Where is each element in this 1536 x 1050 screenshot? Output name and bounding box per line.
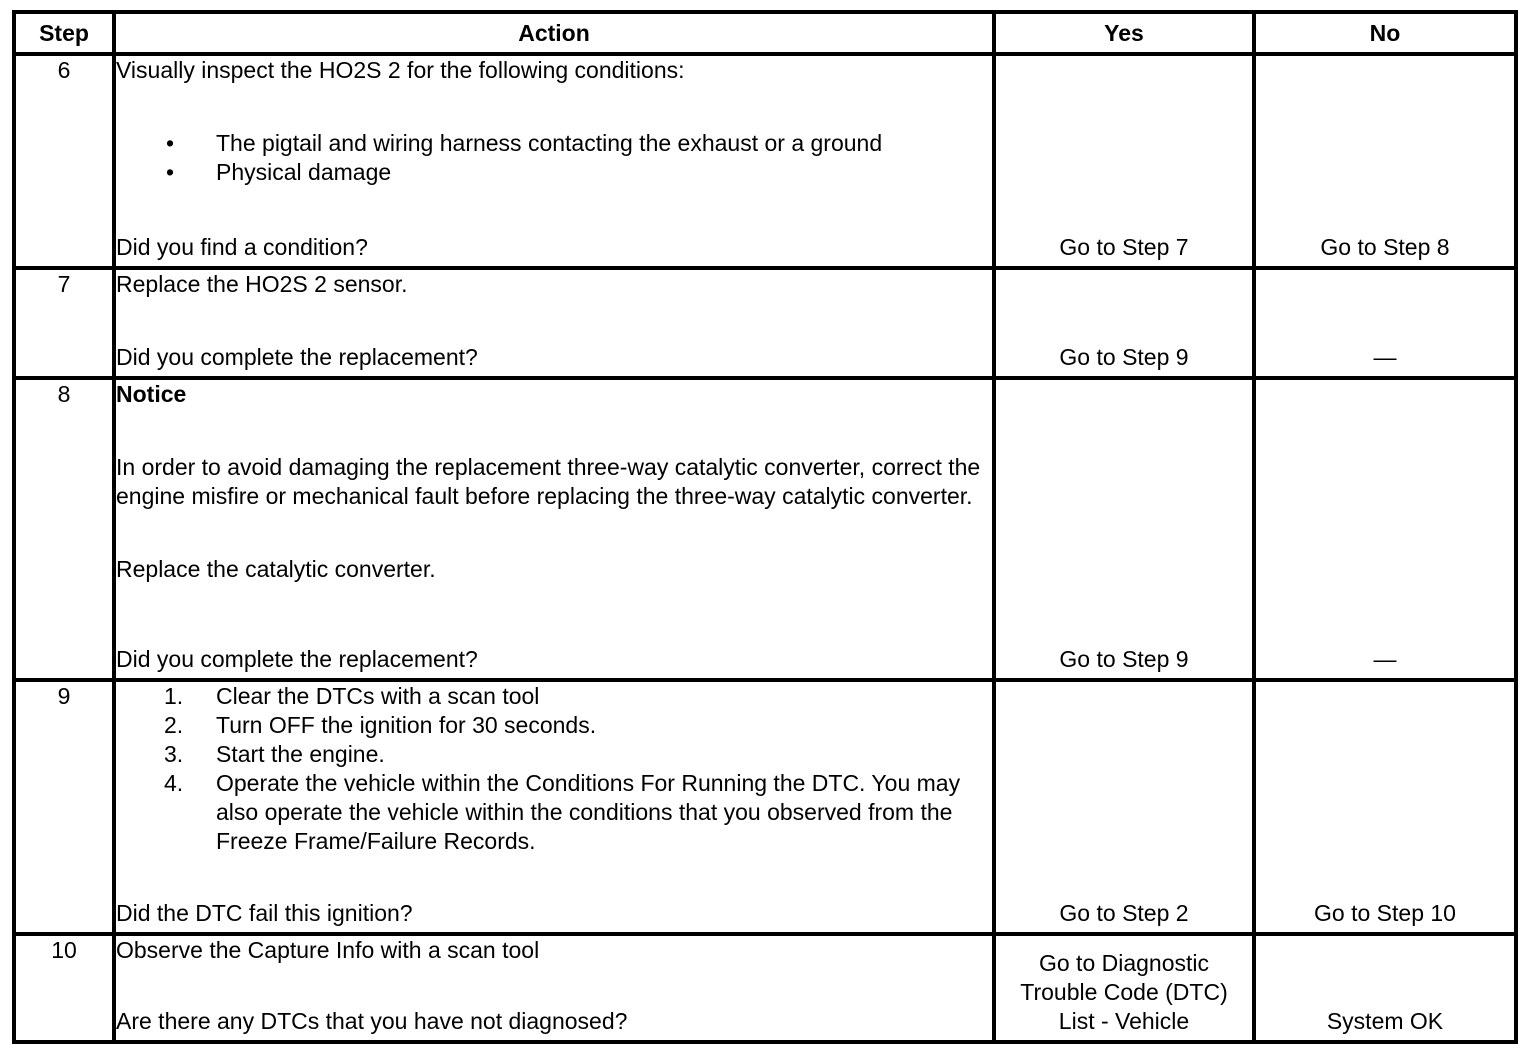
no-cell bbox=[1254, 378, 1516, 680]
yes-cell bbox=[994, 934, 1254, 1042]
list-number: 2. bbox=[164, 712, 184, 738]
action-question: Did you find a condition? bbox=[116, 234, 368, 260]
no-result: — bbox=[1373, 344, 1397, 370]
step-number: 10 bbox=[14, 934, 114, 1042]
step-number: 9 bbox=[14, 680, 114, 934]
list-item-text: The pigtail and wiring harness contacting the exhaust or a ground bbox=[216, 130, 883, 156]
table-row bbox=[14, 268, 1516, 378]
list-number: 1. bbox=[164, 683, 184, 709]
action-question: Are there any DTCs that you have not diagnosed? bbox=[116, 1008, 628, 1034]
step-number: 6 bbox=[14, 54, 114, 268]
action-question: Did you complete the replacement? bbox=[116, 646, 478, 672]
step-number: 7 bbox=[14, 268, 114, 378]
header-row bbox=[14, 12, 1516, 54]
list-item bbox=[116, 682, 992, 711]
list-item-text: Physical damage bbox=[216, 159, 392, 185]
action-intro: Observe the Capture Info with a scan tool bbox=[116, 937, 540, 963]
table-row bbox=[14, 54, 1516, 268]
yes-cell bbox=[994, 680, 1254, 934]
no-cell bbox=[1254, 268, 1516, 378]
list-item bbox=[116, 158, 992, 187]
list-item-text: Clear the DTCs with a scan tool bbox=[216, 683, 540, 709]
yes-result: Go to Step 7 bbox=[1059, 234, 1189, 260]
list-item-text: Start the engine. bbox=[216, 741, 385, 767]
list-item bbox=[116, 769, 992, 856]
list-item bbox=[116, 740, 992, 769]
list-item bbox=[116, 129, 992, 158]
list-item-text: Turn OFF the ignition for 30 seconds. bbox=[216, 712, 597, 738]
yes-cell bbox=[994, 378, 1254, 680]
numbered-list bbox=[116, 682, 992, 856]
list-item bbox=[116, 711, 992, 740]
diagnostic-table bbox=[12, 10, 1518, 1044]
table-row bbox=[14, 378, 1516, 680]
no-cell bbox=[1254, 934, 1516, 1042]
action-intro: Visually inspect the HO2S 2 for the following conditions: bbox=[116, 57, 685, 83]
notice-text: In order to avoid damaging the replacement three-way catalytic converter, correct the engine misfire or mechanical fault before replacing the three-way catalytic converter. bbox=[116, 454, 981, 509]
step-number: 8 bbox=[14, 378, 114, 680]
no-result: Go to Step 8 bbox=[1320, 234, 1450, 260]
bullet-icon: • bbox=[166, 130, 175, 156]
no-result: System OK bbox=[1326, 1008, 1444, 1034]
header-step: Step bbox=[14, 12, 114, 54]
action-cell bbox=[114, 268, 994, 378]
no-result: Go to Step 10 bbox=[1314, 900, 1456, 926]
no-cell bbox=[1254, 680, 1516, 934]
header-action: Action bbox=[114, 12, 994, 54]
bullet-icon: • bbox=[166, 159, 175, 185]
action-instruction: Replace the catalytic converter. bbox=[116, 556, 436, 582]
list-item-text: Operate the vehicle within the Conditions For Running the DTC. You may also operate the vehicle within the conditions that you observed from the Freeze Frame/Failure Records. bbox=[216, 770, 961, 854]
table-row bbox=[14, 934, 1516, 1042]
action-intro: Replace the HO2S 2 sensor. bbox=[116, 271, 408, 297]
yes-result: Go to Diagnostic Trouble Code (DTC) List - Vehicle bbox=[1020, 950, 1228, 1034]
action-cell bbox=[114, 378, 994, 680]
no-cell bbox=[1254, 54, 1516, 268]
list-number: 4. bbox=[164, 770, 184, 796]
action-question: Did the DTC fail this ignition? bbox=[116, 900, 413, 926]
table-row bbox=[14, 680, 1516, 934]
notice-heading: Notice bbox=[116, 381, 187, 407]
bullet-list bbox=[116, 129, 992, 187]
action-cell bbox=[114, 934, 994, 1042]
list-number: 3. bbox=[164, 741, 184, 767]
header-no: No bbox=[1254, 12, 1516, 54]
yes-cell bbox=[994, 268, 1254, 378]
yes-result: Go to Step 9 bbox=[1059, 344, 1189, 370]
yes-result: Go to Step 2 bbox=[1059, 900, 1189, 926]
no-result: — bbox=[1373, 646, 1397, 672]
action-question: Did you complete the replacement? bbox=[116, 344, 478, 370]
header-yes: Yes bbox=[994, 12, 1254, 54]
action-cell bbox=[114, 680, 994, 934]
yes-result: Go to Step 9 bbox=[1059, 646, 1189, 672]
action-cell bbox=[114, 54, 994, 268]
yes-cell bbox=[994, 54, 1254, 268]
